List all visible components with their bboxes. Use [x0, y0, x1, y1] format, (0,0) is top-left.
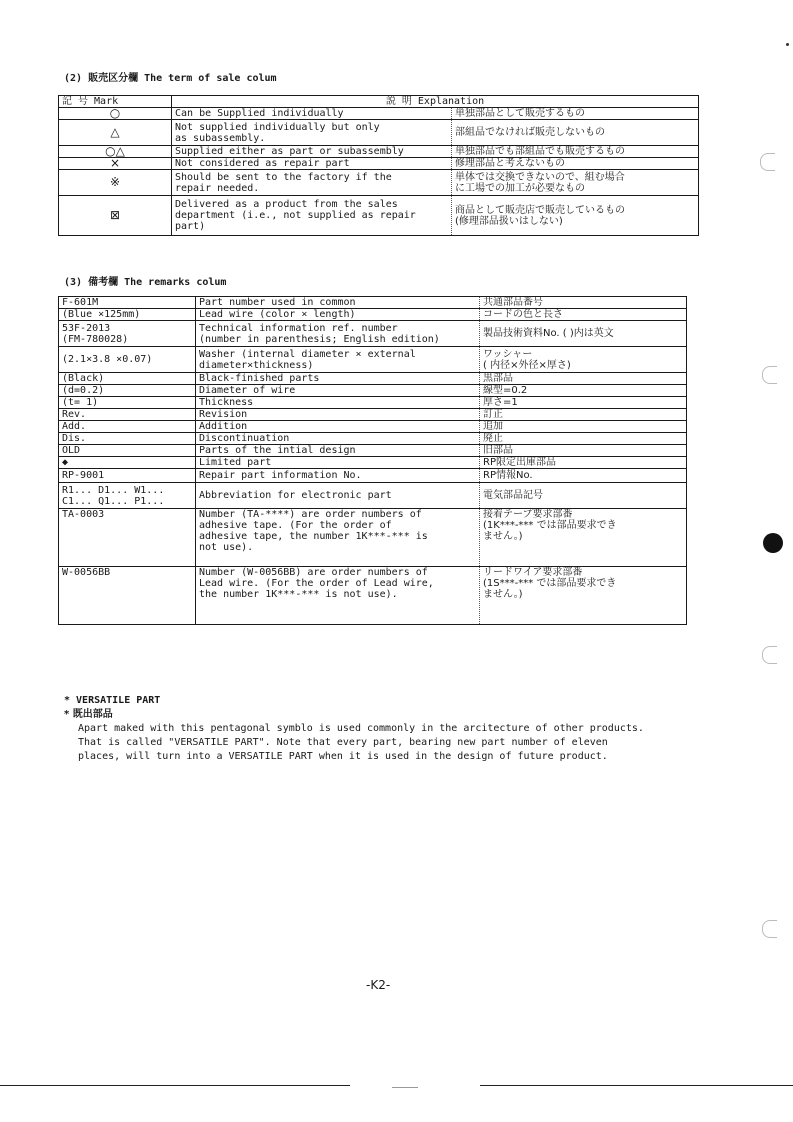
remark-explanation-jp: 黒部品: [480, 373, 687, 385]
sale-symbol: ⊠: [59, 196, 172, 236]
remark-code: (t= 1): [59, 397, 196, 409]
sale-explanation-en: Supplied either as part or subassembly: [172, 146, 452, 158]
note-title-en: * VERSATILE PART: [64, 695, 161, 706]
margin-hole-mark: [762, 366, 777, 384]
remark-explanation-jp: 訂正: [480, 409, 687, 421]
remark-explanation-jp: ワッシャー ( 内径×外径×厚さ): [480, 347, 687, 373]
bottom-rule-left: [0, 1085, 350, 1086]
versatile-part-notes: [64, 694, 644, 764]
remark-explanation-jp: 廃止: [480, 433, 687, 445]
sale-explanation-jp: 部組品でなければ販売しないもの: [452, 120, 699, 146]
remark-explanation-jp: 旧部品: [480, 445, 687, 457]
sale-explanation-jp: 修理部品と考えないもの: [452, 158, 699, 170]
margin-hole-mark: [760, 153, 775, 171]
remark-code: Add.: [59, 421, 196, 433]
remark-code: OLD: [59, 445, 196, 457]
remark-explanation-jp: 電気部品記号: [480, 483, 687, 509]
sale-symbol: ※: [59, 170, 172, 196]
remark-explanation-en: Washer (internal diameter × external diameter×thickness): [196, 347, 480, 373]
remark-code: Dis.: [59, 433, 196, 445]
remark-explanation-jp: 共通部品番号: [480, 297, 687, 309]
bottom-rule-middle: [392, 1087, 418, 1088]
remark-code: F-601M: [59, 297, 196, 309]
remark-code: (2.1×3.8 ×0.07): [59, 347, 196, 373]
remark-explanation-en: Discontinuation: [196, 433, 480, 445]
remark-explanation-jp: RP情報No.: [480, 469, 687, 483]
margin-speck: [786, 43, 789, 46]
remarks-table: [58, 296, 687, 625]
sale-explanation-en: Should be sent to the factory if the repair needed.: [172, 170, 452, 196]
remark-explanation-en: Number (W-0056BB) are order numbers of Lead wire. (For the order of Lead wire, the number 1K***-*** is not use).: [196, 567, 480, 625]
remark-code: W-0056BB: [59, 567, 196, 625]
explanation-column-header: 説 明 Explanation: [172, 96, 699, 108]
remark-explanation-jp: コードの色と長さ: [480, 309, 687, 321]
note-title-jp: * 既出部品: [64, 709, 113, 720]
remark-code: (d=0.2): [59, 385, 196, 397]
remark-code: Rev.: [59, 409, 196, 421]
sale-symbol: ○: [59, 108, 172, 120]
remark-explanation-en: Addition: [196, 421, 480, 433]
remark-explanation-jp: 製品技術資料No. ( )内は英文: [480, 321, 687, 347]
sale-explanation-en: Not considered as repair part: [172, 158, 452, 170]
remark-explanation-en: Lead wire (color × length): [196, 309, 480, 321]
remark-explanation-en: Thickness: [196, 397, 480, 409]
sale-explanation-jp: 単体では交換できないので、組む場合 に工場での加工が必要なもの: [452, 170, 699, 196]
remark-code: ◆: [59, 457, 196, 469]
note-body-line: places, will turn into a VERSATILE PART when it is used in the design of future product.: [78, 751, 608, 762]
remark-explanation-en: Number (TA-****) are order numbers of adhesive tape. (For the order of adhesive tape, the number 1K***-*** is not use).: [196, 509, 480, 567]
remark-code: R1... D1... W1... C1... Q1... P1...: [59, 483, 196, 509]
remark-code: (Blue ×125mm): [59, 309, 196, 321]
sale-symbol: ×: [59, 158, 172, 170]
remark-explanation-jp: 線型=0.2: [480, 385, 687, 397]
section3-heading: (3) 備考欄 The remarks colum: [64, 277, 227, 288]
mark-column-header: 記 号 Mark: [59, 96, 172, 108]
margin-hole-mark: [762, 920, 777, 938]
remark-explanation-en: Limited part: [196, 457, 480, 469]
sale-explanation-jp: 商品として販売店で販売しているもの (修理部品扱いはしない): [452, 196, 699, 236]
remark-explanation-en: Revision: [196, 409, 480, 421]
remark-explanation-en: Abbreviation for electronic part: [196, 483, 480, 509]
section2-heading: (2) 販売区分欄 The term of sale colum: [64, 73, 277, 84]
sale-explanation-en: Delivered as a product from the sales department (i.e., not supplied as repair part): [172, 196, 452, 236]
remark-explanation-jp: 厚さ=1: [480, 397, 687, 409]
sale-symbol: △: [59, 120, 172, 146]
margin-hole-mark: [762, 646, 777, 664]
remark-explanation-en: Part number used in common: [196, 297, 480, 309]
bottom-rule-right: [480, 1085, 793, 1086]
remark-explanation-jp: リードワイア要求部番 (1S***-*** では部品要求でき ません。): [480, 567, 687, 625]
note-body-line: Apart maked with this pentagonal symblo is used commonly in the arcitecture of other products.: [78, 723, 644, 734]
sale-explanation-jp: 単独部品でも部組品でも販売するもの: [452, 146, 699, 158]
sale-explanation-en: Can be Supplied individually: [172, 108, 452, 120]
remark-explanation-en: Repair part information No.: [196, 469, 480, 483]
remark-code: (Black): [59, 373, 196, 385]
remark-explanation-en: Diameter of wire: [196, 385, 480, 397]
remark-code: RP-9001: [59, 469, 196, 483]
sale-explanation-en: Not supplied individually but only as subassembly.: [172, 120, 452, 146]
remark-explanation-jp: RP限定出庫部品: [480, 457, 687, 469]
remark-explanation-en: Parts of the intial design: [196, 445, 480, 457]
remark-explanation-en: Technical information ref. number (number in parenthesis; English edition): [196, 321, 480, 347]
remark-explanation-jp: 追加: [480, 421, 687, 433]
remark-code: TA-0003: [59, 509, 196, 567]
sale-term-table: [58, 95, 699, 236]
sale-symbol: ○△: [59, 146, 172, 158]
remark-explanation-en: Black-finished parts: [196, 373, 480, 385]
remark-code: 53F-2013 (FM-780028): [59, 321, 196, 347]
margin-dot-mark: [763, 533, 783, 553]
note-body-line: That is called "VERSATILE PART". Note that every part, bearing new part number of eleven: [78, 737, 608, 748]
remark-explanation-jp: 接着テープ要求部番 (1K***-*** では部品要求でき ません。): [480, 509, 687, 567]
page-number: -K2-: [366, 978, 391, 992]
sale-explanation-jp: 単独部品として販売するもの: [452, 108, 699, 120]
